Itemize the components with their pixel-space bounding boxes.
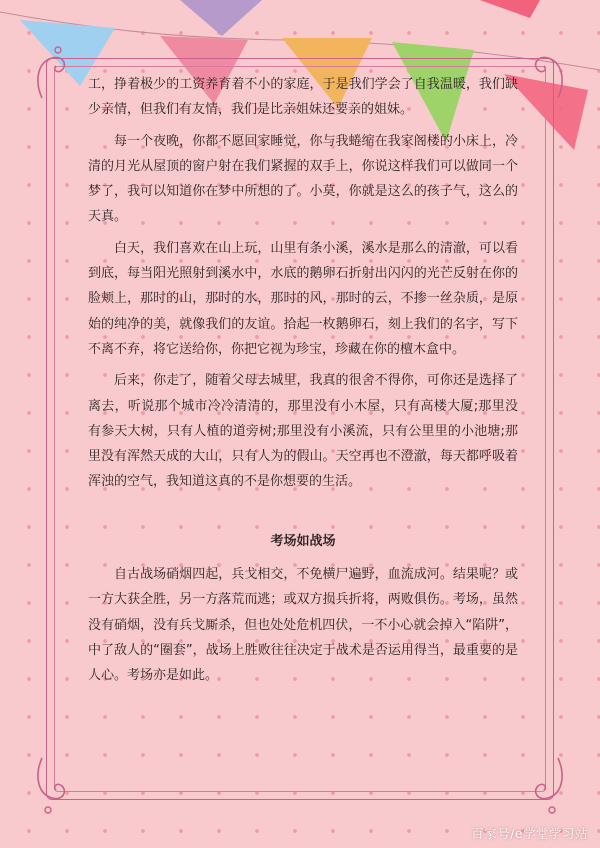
section-heading: 考场如战场	[270, 533, 336, 549]
watermark: 百家号/e学堂学习站	[471, 826, 588, 841]
scroll-flourish-icon	[28, 40, 88, 100]
paragraph: 白天，我们喜欢在山上玩，山里有条小溪，溪水是那么的清澈，可以看到底，每当阳光照射到溪水中，水底的鹅卵石折射出闪闪的光芒反射在你的脸颊上，那时的山，那时的水，那时的风，那时的云，不掺一丝杂质，是原始的纯净的美，就像我们的友谊。拾起一枚鹅卵石，刻上我们的名字，写下不离不弃，将它送给你，你把它视为珍宝，珍藏在你的檀木盒中。	[88, 240, 518, 357]
paragraph: 后来，你走了，随着父母去城里，我真的很舍不得你，可你还是选择了离去，听说那个城市冷冷清清的，那里没有小木屋，只有高楼大厦;那里没有参天大树，只有人植的道旁树;那里没有小溪流，只有公里里的小池塘;那里没有浑然天成的大山，只有人为的假山。天空再也不澄澈，每天都呼吸着浑浊的空气，我知道这真的不是你想要的生活。	[88, 373, 518, 490]
flag-purple	[180, 0, 262, 36]
paragraph: 自古战场硝烟四起，兵戈相交，不免横尸遍野，血流成河。结果呢？或一方大获全胜，另一方落荒而逃；或双方损兵折将，两败俱伤。考场，虽然没有硝烟，没有兵戈厮杀，但也处处危机四伏，一不小心就会掉入“陷阱”，中了敌人的“圈套”，战场上胜败往往决定于战术是否运用得当，最重要的是人心。考场亦是如此。	[88, 567, 518, 684]
article-body	[88, 72, 518, 689]
scroll-flourish-icon	[512, 756, 572, 816]
flag-red	[480, 0, 540, 18]
paragraph: 工，挣着极少的工资养育着不小的家庭，于是我们学会了自我温暖，我们缺少亲情，但我们有友情，我们是比亲姐妹还要亲的姐妹。	[88, 77, 518, 118]
paragraph: 每一个夜晚，你都不愿回家睡觉，你与我蜷缩在我家阁楼的小床上，冷清的月光从屋顶的窗户射在我们紧握的双手上，你说这样我们可以做同一个梦了，我可以知道你在梦中所想的了。小莫，你就是这么的孩子气，这么的天真。	[88, 133, 518, 225]
scroll-flourish-icon	[512, 40, 572, 100]
scroll-flourish-icon	[28, 756, 88, 816]
